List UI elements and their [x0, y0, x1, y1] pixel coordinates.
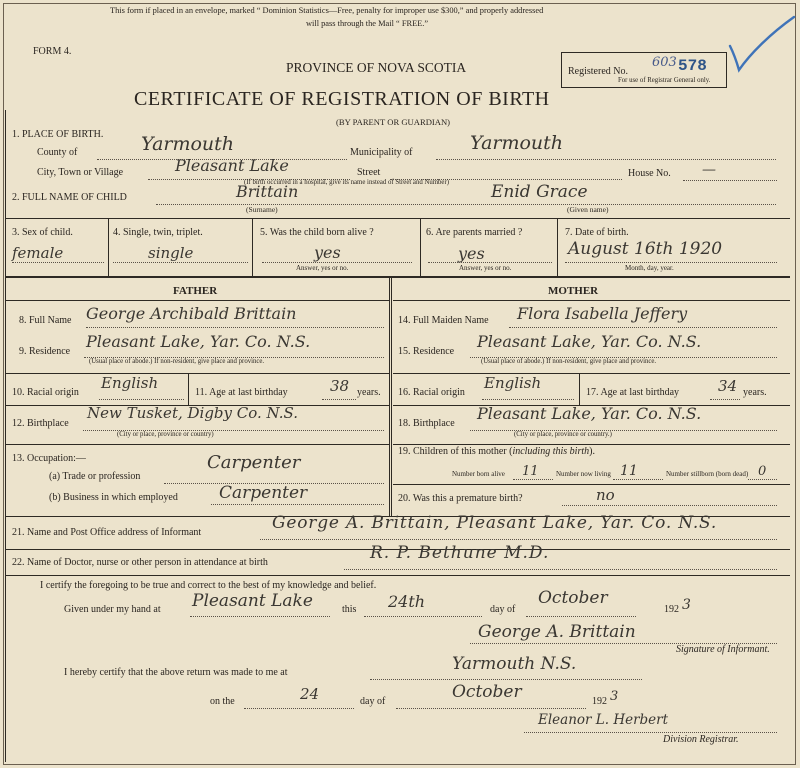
number-born-alive-label: Number born alive [452, 470, 505, 478]
child-given-name-value: Enid Grace [491, 182, 588, 202]
certificate-title: CERTIFICATE OF REGISTRATION OF BIRTH [134, 88, 550, 110]
father-heading-rule [6, 300, 389, 301]
father-business-value: Carpenter [219, 483, 308, 503]
number-born-alive-value: 11 [522, 464, 539, 479]
born-alive-line [262, 262, 412, 263]
premature-birth-line [562, 505, 777, 506]
mother-name-value: Flora Isabella Jeffery [517, 304, 688, 323]
informant-line [260, 539, 777, 540]
born-alive-value: yes [314, 243, 341, 262]
date-of-birth-value: August 16th 1920 [568, 239, 723, 259]
rule-below-child-details [6, 276, 790, 278]
number-now-living-label: Number now living [556, 470, 611, 478]
parents-married-line [428, 262, 552, 263]
mother-children-label [398, 447, 595, 457]
registrar-day-line [244, 708, 354, 709]
given-under-hand-label: Given under my hand at [64, 604, 161, 615]
number-stillborn-value: 0 [758, 464, 767, 479]
given-name-caption: (Given name) [567, 205, 609, 214]
given-place-value: Pleasant Lake [192, 591, 313, 611]
child-surname-value: Brittain [236, 182, 299, 201]
father-trade-label: (a) Trade or profession [49, 471, 141, 482]
father-birthplace-label: 12. Birthplace [12, 418, 69, 429]
given-place-line [190, 616, 330, 617]
registrar-statement: I hereby certify that the above return was made to me at [64, 667, 288, 678]
registrar-day-of-label: day of [360, 696, 386, 707]
mother-rule-3 [393, 444, 790, 445]
postal-notice-line-2: will pass through the Mail “ FREE.” [306, 19, 429, 28]
mother-residence-value: Pleasant Lake, Yar. Co. N.S. [477, 332, 702, 351]
date-of-birth-caption: Month, day, year. [625, 264, 674, 272]
registrar-year-prefix: 192 [592, 696, 607, 707]
child-row-divider-4 [557, 218, 558, 276]
number-born-alive-line [513, 479, 553, 480]
registrar-on-the-label: on the [210, 696, 235, 707]
number-stillborn-label: Number stillborn (born dead) [666, 470, 749, 478]
mother-children-label-emphasis: including this birth [512, 446, 590, 457]
rule-below-doctor [6, 575, 790, 576]
father-rule-1 [6, 373, 389, 374]
father-birthplace-caption: (City or place, province or country) [117, 431, 214, 438]
registered-number-label: Registered No. [568, 66, 628, 77]
surname-caption: (Surname) [246, 205, 278, 214]
parents-married-caption: Answer, yes or no. [459, 264, 512, 272]
registered-number-stamped: 578 [678, 57, 707, 75]
mother-age-value: 34 [718, 377, 738, 395]
mother-racial-origin-value: English [484, 374, 542, 392]
father-age-years: years. [357, 387, 381, 398]
given-year-prefix: 192 [664, 604, 679, 615]
certificate-subtitle: (BY PARENT OR GUARDIAN) [336, 117, 451, 127]
doctor-label: 22. Name of Doctor, nurse or other person in attendance at birth [12, 557, 268, 568]
house-number-label: House No. [628, 168, 671, 179]
child-row-divider-3 [420, 218, 421, 276]
father-birthplace-value: New Tusket, Digby Co. N.S. [87, 404, 298, 422]
born-alive-caption: Answer, yes or no. [296, 264, 349, 272]
plurality-label: 4. Single, twin, triplet. [113, 227, 203, 238]
day-of-label: day of [490, 604, 516, 615]
sex-label: 3. Sex of child. [12, 227, 73, 238]
form-number: FORM 4. [33, 46, 72, 57]
registrar-signature-line [524, 732, 777, 733]
father-business-label: (b) Business in which employed [49, 492, 178, 503]
born-alive-label: 5. Was the child born alive ? [260, 227, 374, 238]
parents-married-label: 6. Are parents married ? [426, 227, 523, 238]
father-age-label: 11. Age at last birthday [195, 387, 288, 398]
premature-birth-value: no [596, 486, 615, 504]
plurality-value: single [148, 244, 194, 262]
parents-centre-rule [389, 276, 392, 516]
mother-age-label: 17. Age at last birthday [586, 387, 680, 398]
father-age-divider [188, 373, 189, 405]
child-row-divider-1 [108, 218, 109, 276]
father-name-label: 8. Full Name [19, 315, 72, 326]
hospital-note: (If birth occurred in a hospital, give its name instead of Street and Number) [244, 179, 449, 186]
registrar-general-note: For use of Registrar General only. [618, 77, 711, 84]
mother-rule-4 [393, 484, 790, 485]
father-name-line [86, 327, 384, 328]
county-label: County of [37, 147, 78, 158]
given-day-value: 24th [388, 592, 426, 611]
father-rule-3 [6, 444, 389, 445]
given-year-digit: 3 [682, 597, 691, 613]
municipality-label: Municipality of [350, 147, 413, 158]
mother-children-label-start: 19. Children of this mother ( [398, 446, 513, 457]
father-residence-caption: (Usual place of abode.) If non-resident, give place and province. [89, 358, 265, 365]
father-residence-value: Pleasant Lake, Yar. Co. N.S. [86, 332, 311, 351]
certification-statement: I certify the foregoing to be true and correct to the best of my knowledge and belief. [40, 580, 377, 591]
mother-birthplace-caption: (City or place, province or country.) [514, 431, 612, 438]
form-left-rule [5, 110, 6, 762]
mother-age-divider [579, 373, 580, 405]
number-now-living-value: 11 [620, 463, 638, 479]
registrar-day-value: 24 [300, 685, 320, 703]
plurality-line [113, 262, 248, 263]
registrar-signature: Eleanor L. Herbert [538, 712, 669, 728]
registrar-month-value: October [452, 682, 522, 702]
informant-label: 21. Name and Post Office address of Informant [12, 527, 202, 538]
registrar-place-value: Yarmouth N.S. [452, 654, 577, 674]
mother-residence-label: 15. Residence [398, 346, 455, 357]
mother-heading: MOTHER [548, 285, 599, 297]
mother-name-label: 14. Full Maiden Name [398, 315, 489, 326]
municipality-value: Yarmouth [470, 132, 564, 154]
place-of-birth-heading: 1. PLACE OF BIRTH. [12, 129, 104, 140]
this-label: this [342, 604, 357, 615]
registered-number-box [561, 52, 727, 88]
father-racial-origin-value: English [101, 374, 159, 392]
mother-name-line [509, 327, 777, 328]
premature-birth-label: 20. Was this a premature birth? [398, 493, 523, 504]
father-occupation-label: 13. Occupation:— [12, 453, 86, 464]
province-heading: PROVINCE OF NOVA SCOTIA [286, 60, 467, 75]
child-row-divider-2 [252, 218, 253, 276]
given-month-line [526, 616, 636, 617]
postal-notice-line-1: This form if placed in an envelope, marked “ Dominion Statistics—Free, penalty for improper use $300,” and properly addressed [110, 6, 544, 15]
number-stillborn-line [748, 479, 777, 480]
municipality-line [436, 159, 776, 160]
registrar-caption: Division Registrar. [663, 734, 739, 745]
mother-racial-origin-label: 16. Racial origin [398, 387, 465, 398]
mother-age-years: years. [743, 387, 767, 398]
father-heading: FATHER [173, 285, 218, 297]
informant-value: George A. Brittain, Pleasant Lake, Yar. Co. N.S. [272, 513, 718, 533]
father-name-value: George Archibald Brittain [86, 304, 297, 323]
rule-above-child-details [6, 218, 790, 219]
city-value: Pleasant Lake [175, 156, 289, 175]
informant-signature-caption: Signature of Informant. [676, 644, 770, 655]
father-business-line [211, 504, 384, 505]
house-number-line [683, 180, 777, 181]
registrar-place-line [370, 679, 642, 680]
mother-birthplace-label: 18. Birthplace [398, 418, 455, 429]
father-racial-origin-label: 10. Racial origin [12, 387, 79, 398]
date-of-birth-label: 7. Date of birth. [565, 227, 629, 238]
doctor-line [344, 569, 777, 570]
parents-married-value: yes [458, 244, 485, 263]
father-racial-origin-line [99, 399, 184, 400]
sex-line [12, 262, 104, 263]
father-age-value: 38 [330, 377, 350, 395]
county-value: Yarmouth [141, 133, 235, 155]
sex-value: female [12, 244, 64, 262]
date-of-birth-line [565, 262, 777, 263]
street-label: Street [357, 167, 381, 178]
registrar-month-line [396, 708, 586, 709]
registered-number-handwritten: 603 [652, 55, 677, 70]
father-residence-label: 9. Residence [19, 346, 71, 357]
father-age-line [322, 399, 356, 400]
mother-birthplace-value: Pleasant Lake, Yar. Co. N.S. [477, 404, 702, 423]
doctor-value: R. P. Bethune M.D. [370, 543, 550, 563]
mother-residence-caption: (Usual place of abode.) If non-resident, give place and province. [481, 358, 657, 365]
father-trade-value: Carpenter [207, 452, 301, 473]
given-day-line [364, 616, 482, 617]
given-month-value: October [538, 588, 608, 608]
city-label: City, Town or Village [37, 167, 124, 178]
mother-heading-rule [393, 300, 790, 301]
house-number-value: — [702, 162, 716, 178]
mother-racial-origin-line [482, 399, 574, 400]
child-name-label: 2. FULL NAME OF CHILD [12, 192, 127, 203]
mother-children-label-end: ). [589, 446, 595, 457]
number-now-living-line [613, 479, 663, 480]
registrar-year-digit: 3 [610, 689, 619, 704]
informant-signature: George A. Brittain [478, 622, 636, 642]
mother-age-line [710, 399, 740, 400]
check-mark-icon [728, 14, 798, 76]
mother-rule-1 [393, 373, 790, 374]
